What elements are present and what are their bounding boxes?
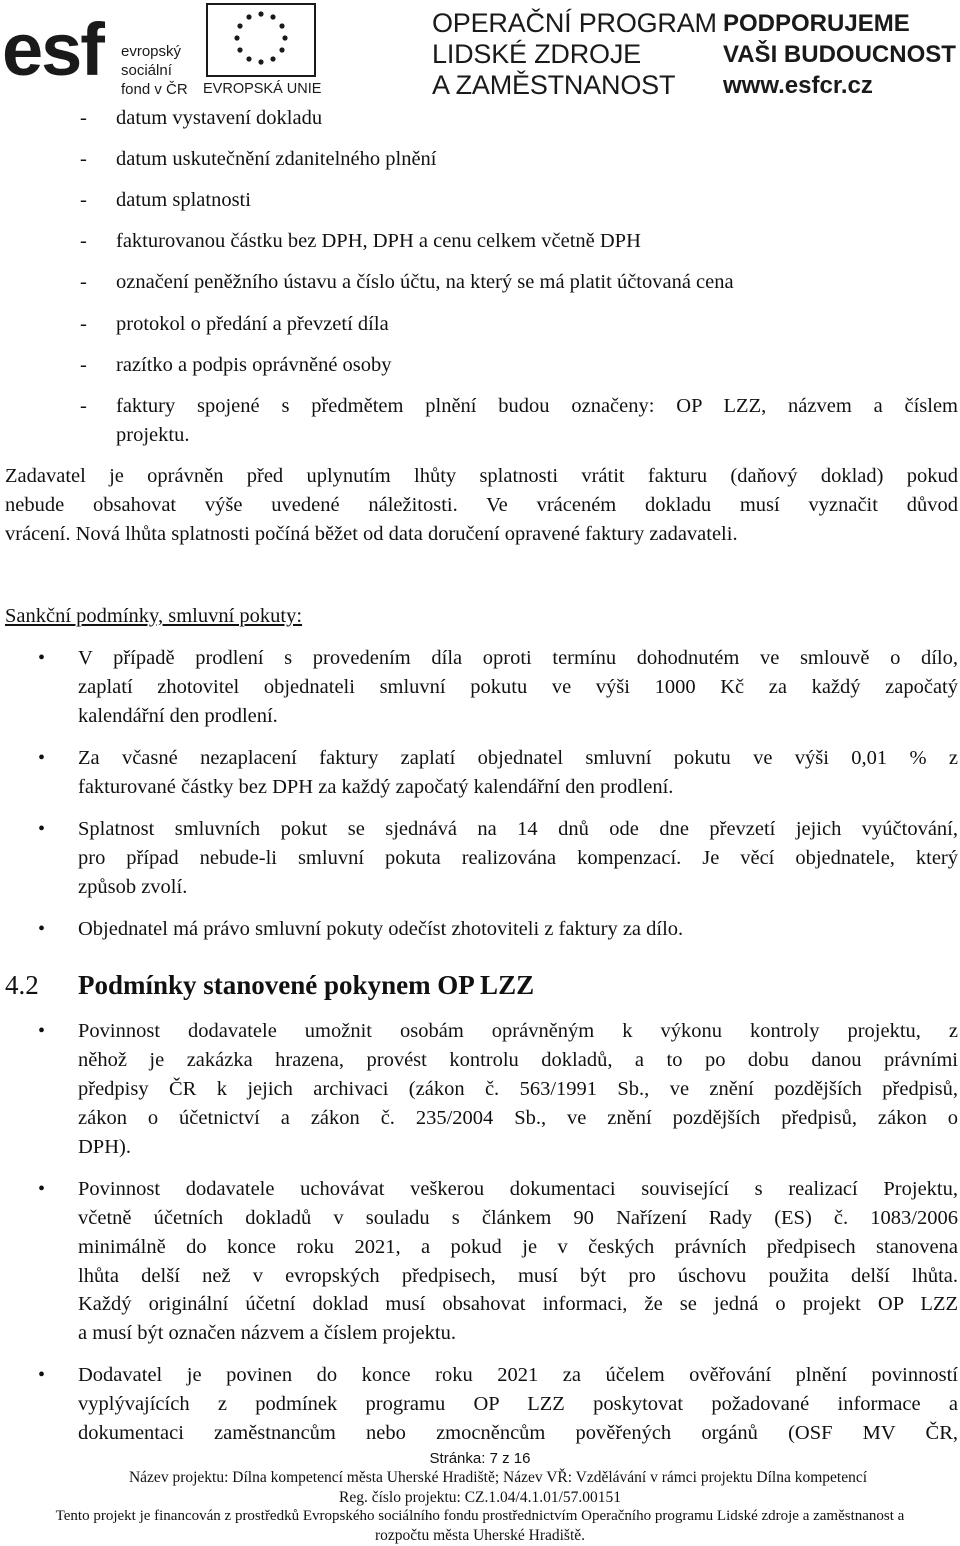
- bullet-icon: •: [38, 1020, 46, 1042]
- footer-reg: Reg. číslo projektu: CZ.1.04/4.1.01/57.00151: [339, 1489, 621, 1506]
- sanction-line: Splatnost smluvních pokut se sjednává na 14 dnů ode dne převzetí jejich vyúčtování,: [78, 818, 958, 840]
- footer-funding-2: rozpočtu města Uherské Hradiště.: [374, 1527, 586, 1544]
- page-number: Stránka: 7 z 16: [429, 1450, 531, 1467]
- sanction-line: zaplatí zhotovitel objednateli smluvní pokutu ve výši 1000 Kč za každý započatý: [78, 676, 958, 698]
- bullet-icon: •: [38, 647, 46, 669]
- list-item: razítko a podpis oprávněné osoby: [116, 354, 392, 376]
- support-line-1: PODPORUJEME: [723, 10, 910, 37]
- section-line: něhož je zakázka hrazena, provést kontrolu dokladů, a to po dobu danou právními: [78, 1049, 958, 1071]
- op-line-3: A ZAMĚSTNANOST: [432, 70, 676, 100]
- support-url: www.esfcr.cz: [723, 72, 873, 99]
- section-line: Každý originální účetní doklad musí obsahovat informaci, že se jedná o projekt OP LZZ: [78, 1293, 958, 1315]
- dash-marker: -: [80, 189, 87, 211]
- section-line: včetně účetních dokladů v souladu s článkem 90 Nařízení Rady (ES) č. 1083/2006: [78, 1207, 958, 1229]
- section-line: dokumentaci zaměstnancům nebo zmocněncům pověřených orgánů (OSF MV ČR,: [78, 1422, 958, 1444]
- section-line: DPH).: [78, 1136, 131, 1158]
- esf-line-2: sociální: [121, 62, 172, 79]
- footer-funding: Tento projekt je financován z prostředků Evropského sociálního fondu prostřednictvím Operačního programu Lidské zdroje a zaměstnanost a: [55, 1508, 905, 1524]
- eu-flag-icon: [206, 3, 316, 77]
- page-header: [0, 0, 960, 102]
- list-item: faktury spojené s předmětem plnění budou označeny: OP LZZ, názvem a číslem: [116, 395, 958, 417]
- paragraph-line: vrácení. Nová lhůta splatnosti počíná běžet od data doručení opravené faktury zadavateli.: [5, 523, 738, 545]
- section-line: Dodavatel je povinen do konce roku 2021 za účelem ověřování plnění povinností: [78, 1364, 958, 1386]
- sanction-line: způsob zvolí.: [78, 876, 188, 898]
- esf-logo: esf: [2, 8, 103, 91]
- esf-line-3: fond v ČR: [121, 81, 188, 98]
- sanction-line: kalendářní den prodlení.: [78, 705, 278, 727]
- footer-project: Název projektu: Dílna kompetencí města Uherské Hradiště; Název VŘ: Vzdělávání v rámci projektu Dílna kompetencí: [128, 1469, 868, 1486]
- dash-marker: -: [80, 271, 87, 293]
- list-item: označení peněžního ústavu a číslo účtu, na který se má platit účtovaná cena: [116, 271, 734, 293]
- eu-label: EVROPSKÁ UNIE: [203, 81, 322, 97]
- dash-marker: -: [80, 230, 87, 252]
- list-item: datum uskutečnění zdanitelného plnění: [116, 148, 437, 170]
- dash-marker: -: [80, 313, 87, 335]
- dash-marker: -: [80, 395, 87, 417]
- section-line: lhůta delší než v evropských předpisech, musí být pro úschovu použita delší lhůta.: [78, 1265, 958, 1287]
- paragraph-line: nebude obsahovat výše uvedené náležitosti. Ve vráceném dokladu musí vyznačit důvod: [5, 494, 958, 516]
- section-line: Povinnost dodavatele uchovávat veškerou dokumentaci související s realizací Projektu,: [78, 1178, 958, 1200]
- list-item: datum splatnosti: [116, 189, 251, 211]
- bullet-icon: •: [38, 1364, 46, 1386]
- dash-marker: -: [80, 107, 87, 129]
- section-line: zákon o účetnictví a zákon č. 235/2004 Sb., ve znění pozdějších předpisů, zákon o: [78, 1107, 958, 1129]
- dash-marker: -: [80, 148, 87, 170]
- op-line-1: OPERAČNÍ PROGRAM: [432, 8, 717, 38]
- section-line: předpisy ČR k jejich archivaci (zákon č. 563/1991 Sb., ve znění pozdějších předpisů,: [78, 1078, 958, 1100]
- sanctions-heading: Sankční podmínky, smluvní pokuty:: [5, 605, 303, 627]
- bullet-icon: •: [38, 818, 46, 840]
- dash-marker: -: [80, 354, 87, 376]
- section-line: minimálně do konce roku 2021, a pokud je v českých právních předpisech stanovena: [78, 1236, 958, 1258]
- section-number: 4.2: [5, 970, 39, 1000]
- paragraph-line: Zadavatel je oprávněn před uplynutím lhůty splatnosti vrátit fakturu (daňový doklad) pokud: [5, 465, 958, 487]
- list-item: protokol o předání a převzetí díla: [116, 313, 389, 335]
- bullet-icon: •: [38, 747, 46, 769]
- list-item: fakturovanou částku bez DPH, DPH a cenu celkem včetně DPH: [116, 230, 641, 252]
- section-title: Podmínky stanovené pokynem OP LZZ: [78, 970, 535, 1000]
- support-line-2: VAŠI BUDOUCNOST: [723, 41, 956, 68]
- list-item: datum vystavení dokladu: [116, 107, 323, 129]
- sanction-line: Za včasné nezaplacení faktury zaplatí objednatel smluvní pokutu ve výši 0,01 % z: [78, 747, 958, 769]
- section-line: a musí být označen názvem a číslem projektu.: [78, 1322, 456, 1344]
- sanction-line: fakturované částky bez DPH za každý započatý kalendářní den prodlení.: [78, 776, 674, 798]
- sanction-line: V případě prodlení s provedením díla oproti termínu dohodnutém ve smlouvě o dílo,: [78, 647, 958, 669]
- section-line: Povinnost dodavatele umožnit osobám oprávněným k výkonu kontroly projektu, z: [78, 1020, 958, 1042]
- sanction-line: Objednatel má právo smluvní pokuty odečíst zhotoviteli z faktury za dílo.: [78, 918, 684, 940]
- list-item-continued: projektu.: [116, 424, 190, 446]
- op-line-2: LIDSKÉ ZDROJE: [432, 39, 641, 69]
- esf-line-1: evropský: [121, 43, 182, 60]
- sanction-line: pro případ nebude-li smluvní pokuta realizována kompenzací. Je věcí objednatele, který: [78, 847, 958, 869]
- section-line: vyplývajících z podmínek programu OP LZZ poskytovat požadované informace a: [78, 1393, 958, 1415]
- bullet-icon: •: [38, 1178, 46, 1200]
- bullet-icon: •: [38, 918, 46, 940]
